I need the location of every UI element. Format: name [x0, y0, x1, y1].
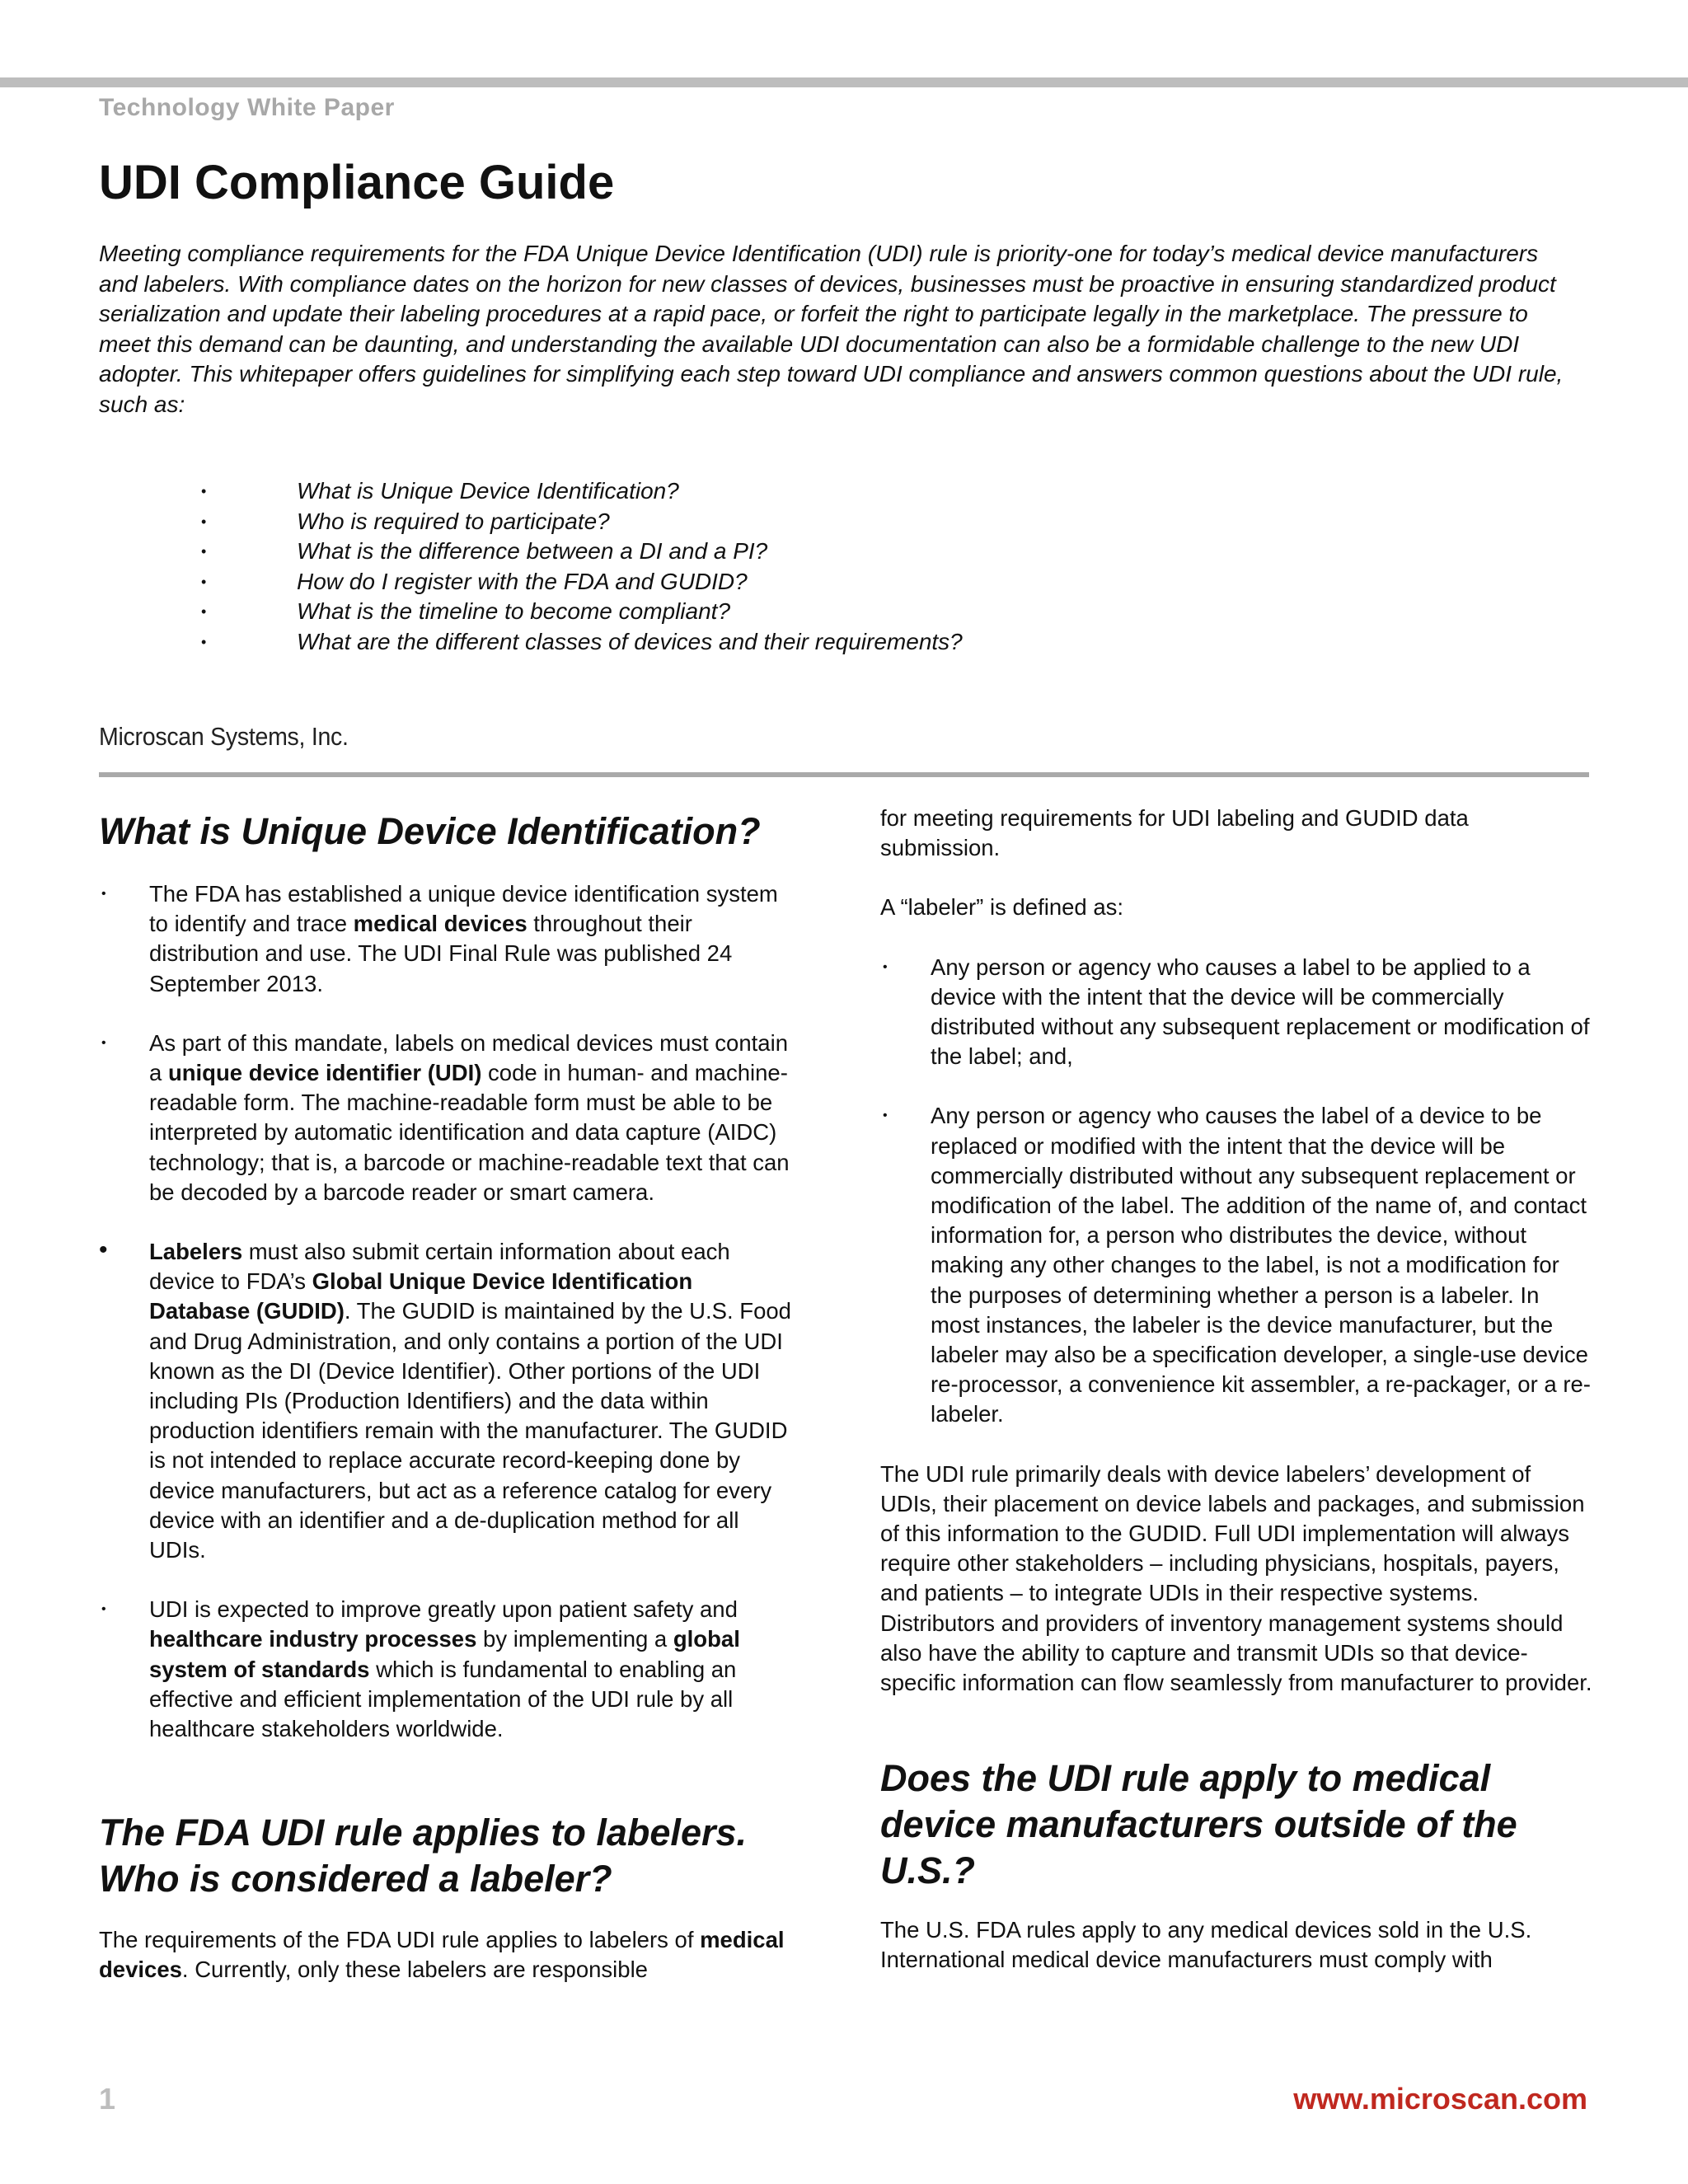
bullet-icon: •: [201, 633, 207, 650]
body-paragraph: The U.S. FDA rules apply to any medical devices sold in the U.S. International medical device manufacturers must comply with: [880, 1917, 1532, 1973]
bullet-icon: •: [201, 603, 207, 620]
company-name: Microscan Systems, Inc.: [99, 722, 349, 751]
page-number: 1: [99, 2082, 116, 2116]
list-item: [99, 879, 799, 999]
question-text: How do I register with the FDA and GUDID?: [297, 568, 748, 594]
text: which is fundamental to enabling an effective and efficient implementation of the UDI rule by all healthcare stakeholders worldwide.: [149, 1656, 737, 1742]
text: . Currently, only these labelers are responsible: [181, 1957, 648, 1983]
intro-question-list: [99, 476, 1500, 657]
website-link[interactable]: www.microscan.com: [1293, 2082, 1587, 2116]
question-text: Who is required to participate?: [297, 508, 610, 534]
header-label: Technology White Paper: [99, 94, 395, 121]
bold-text: Labelers: [149, 1239, 243, 1265]
bold-text: medical devices: [353, 911, 528, 937]
bullet-icon: •: [101, 1035, 106, 1050]
question-text: What is the timeline to become compliant?: [297, 598, 731, 624]
list-item: [99, 1595, 799, 1744]
list-item: [880, 953, 1593, 1072]
text: Any person or agency who causes a label to be applied to a device with the intent that the device will be commercially distributed without any subsequent replacement or modification of the label; and,: [931, 954, 1590, 1070]
body-paragraph: [99, 1925, 799, 1985]
question-text: What is Unique Device Identification?: [297, 478, 679, 504]
body-paragraph: The UDI rule primarily deals with device labelers’ development of UDIs, their placement on device labels and packages, and submission of this information to the GUDID. Full UDI implementation will always require other stakeholders – including physicians, hospitals, payers, and patients – to integrate UDIs in their respective systems. Distributors and providers of inventory management systems should also have the ability to capture and transmit UDIs so that device-specific information can flow seamlessly from manufacturer to provider.: [880, 1460, 1592, 1696]
text: . The GUDID is maintained by the U.S. Food and Drug Administration, and only contains a portion of the UDI known as the DI (Device Identifier). Other portions of the UDI including PIs (Production Identifiers) and the data within production identifiers remain with the manufacturer. The GUDID is not intended to replace accurate record-keeping done by device manufacturers, but act as a reference catalog for every device with an identifier and a de-duplication method for all UDIs.: [149, 1298, 791, 1563]
section-heading: Does the UDI rule apply to medical device manufacturers outside of the U.S.?: [880, 1757, 1517, 1892]
left-column: [99, 804, 799, 1985]
bold-text: global system of standards: [149, 1626, 740, 1682]
intro-paragraph: Meeting compliance requirements for the FDA Unique Device Identification (UDI) rule is priority-one for today’s medical device manufacturers and labelers. With compliance dates on the horizon for new classes of devices, businesses must be proactive in ensuring standardized product serialization and update their labeling procedures at a rapid pace, or forfeit the right to participate legally in the marketplace. The pressure to meet this demand can be daunting, and understanding the available UDI documentation can also be a formidable challenge to the new UDI adopter. This whitepaper offers guidelines for simplifying each step toward UDI compliance and answers common questions about the UDI rule, such as:: [99, 241, 1564, 417]
section-divider: [99, 772, 1589, 777]
body-paragraph: A “labeler” is defined as:: [880, 894, 1124, 921]
bold-text: Global Unique Device Identification Database (GUDID): [149, 1268, 693, 1324]
question-text: What is the difference between a DI and a PI?: [297, 538, 768, 564]
right-column: [880, 804, 1593, 1975]
list-item: [99, 567, 1500, 598]
bold-text: unique device identifier (UDI): [167, 1060, 482, 1086]
list-item: [99, 1237, 799, 1565]
bullet-icon: •: [99, 1236, 108, 1264]
document-title: UDI Compliance Guide: [99, 156, 615, 209]
bullet-icon: •: [201, 543, 207, 560]
text: As part of this mandate, labels on medical devices must contain a: [149, 1029, 788, 1086]
bullet-icon: •: [101, 887, 106, 901]
list-item: [99, 627, 1500, 658]
list-item: [99, 597, 1500, 627]
top-rule: [0, 77, 1688, 87]
text: must also submit certain information about each device to FDA’s: [149, 1239, 730, 1295]
section-heading: What is Unique Device Identification?: [99, 810, 761, 852]
labeler-definition-list: [880, 953, 1593, 1430]
bold-text: medical devices: [99, 1927, 785, 1983]
text: throughout their distribution and use. The UDI Final Rule was published 24 September 2013.: [149, 911, 733, 996]
body-paragraph: for meeting requirements for UDI labeling and GUDID data submission.: [880, 805, 1469, 861]
section-heading: The FDA UDI rule applies to labelers. Who is considered a labeler?: [99, 1811, 748, 1900]
list-item: [99, 537, 1500, 567]
list-item: [99, 476, 1500, 507]
list-item: [880, 1101, 1593, 1429]
text: code in human- and machine-readable form. The machine-readable form must be able to be interpreted by automatic identification and data capture (AIDC) technology; that is, a barcode or machine-readable text that can be decoded by a barcode reader or smart camera.: [149, 1060, 790, 1205]
bullet-icon: •: [201, 573, 207, 590]
list-item: [99, 1029, 799, 1207]
udi-facts-list: [99, 879, 799, 1744]
bullet-icon: •: [883, 959, 888, 974]
text: The FDA has established a unique device identification system to identify and trace: [149, 881, 778, 937]
bullet-icon: •: [201, 513, 207, 530]
text: The requirements of the FDA UDI rule applies to labelers of: [99, 1927, 701, 1953]
bold-text: healthcare industry processes: [149, 1626, 477, 1652]
list-item: [99, 507, 1500, 537]
text: by implementing a: [476, 1626, 673, 1652]
text: UDI is expected to improve greatly upon patient safety and: [149, 1596, 738, 1623]
bullet-icon: •: [883, 1108, 888, 1123]
question-text: What are the different classes of devices and their requirements?: [297, 628, 963, 654]
bullet-icon: •: [101, 1602, 106, 1617]
text: Any person or agency who causes the label of a device to be replaced or modified with the intent that the device will be commercially distributed without any subsequent replacement or modification of the label. The addition of the name of, and contact information for, a person who distributes the device, without making any other changes to the label, is not a modification for the purposes of determining whether a person is a labeler. In most instances, the labeler is the device manufacturer, but the labeler may also be a specification developer, a single-use device re-processor, a convenience kit assembler, a re-packager, or a re-labeler.: [931, 1103, 1591, 1427]
bullet-icon: •: [201, 483, 207, 499]
